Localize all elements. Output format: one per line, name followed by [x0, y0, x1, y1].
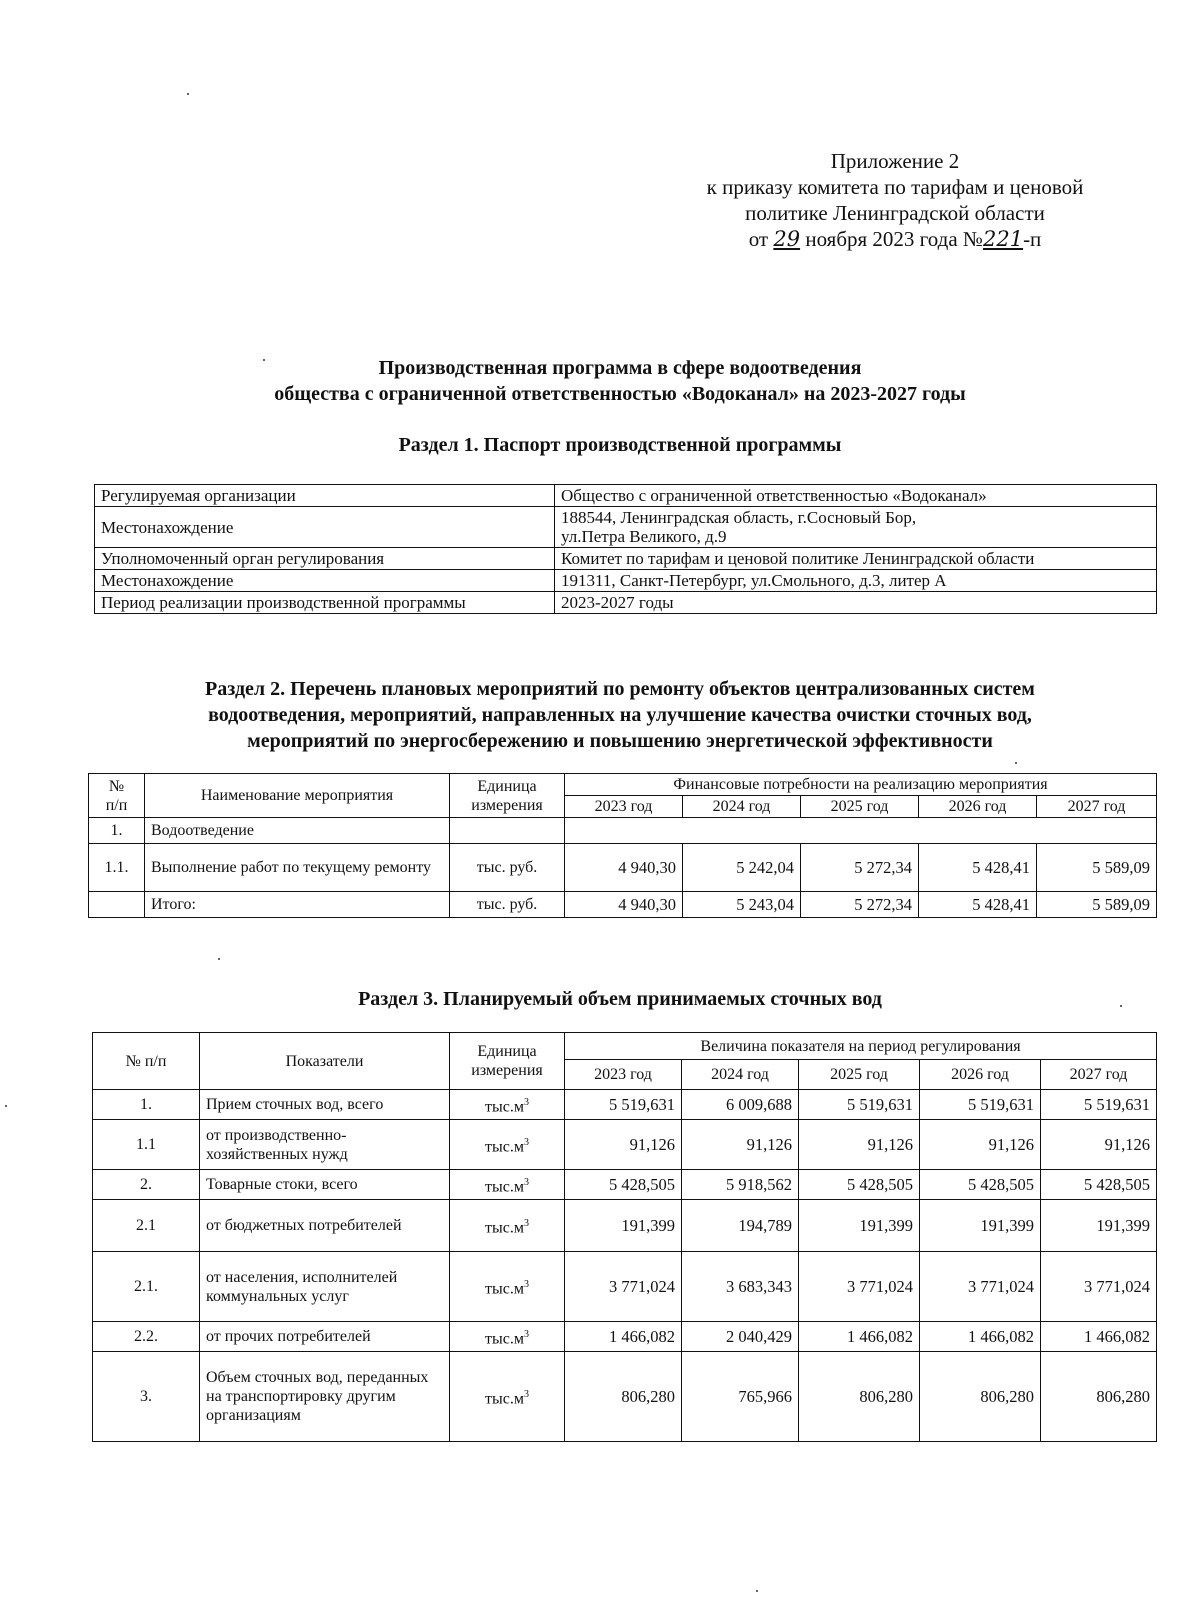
column-header-unit-line-1: Единица [477, 1043, 537, 1060]
row-indicator: Товарные стоки, всего [200, 1170, 450, 1200]
column-header-value: Величина показателя на период регулирования [565, 1033, 1157, 1060]
column-header-year: 2024 год [683, 796, 801, 818]
column-header-year: 2027 год [1037, 796, 1157, 818]
column-header-unit-line-2: измерения [471, 796, 543, 814]
column-header-unit [450, 1033, 565, 1090]
row-number [89, 892, 145, 918]
column-header-financing: Финансовые потребности на реализацию мероприятия [565, 774, 1157, 796]
row-number: 2.1 [93, 1200, 200, 1252]
unit-exponent: 3 [523, 1328, 529, 1340]
table-row [93, 1322, 1157, 1352]
column-header-year: 2025 год [799, 1060, 920, 1090]
row-value: 5 428,41 [919, 844, 1037, 892]
row-value: 91,126 [682, 1120, 799, 1170]
column-header-year: 2026 год [919, 796, 1037, 818]
date-prefix: от [748, 227, 769, 251]
passport-label: Уполномоченный орган регулирования [95, 548, 555, 570]
row-unit [450, 1252, 565, 1322]
row-value: 3 771,024 [920, 1252, 1041, 1322]
section2-heading-line-2: водоотведения, мероприятий, направленных на улучшение качества очистки сточных вод, [208, 704, 1032, 726]
passport-label: Местонахождение [95, 570, 555, 592]
row-number: 1.1. [89, 844, 145, 892]
date-middle: ноября 2023 года № [805, 227, 983, 251]
row-value: 806,280 [1041, 1352, 1157, 1442]
scan-speck [756, 1590, 758, 1592]
column-header-year: 2026 год [920, 1060, 1041, 1090]
row-unit [450, 1170, 565, 1200]
row-value: 91,126 [920, 1120, 1041, 1170]
scan-speck [1015, 762, 1017, 764]
row-value: 3 771,024 [799, 1252, 920, 1322]
row-number: 1. [89, 818, 145, 844]
row-value: 5 519,631 [799, 1090, 920, 1120]
events-table [88, 773, 1157, 918]
column-header-year: 2023 год [565, 1060, 682, 1090]
section2-heading [100, 676, 1140, 754]
table-row [95, 592, 1157, 614]
row-number: 3. [93, 1352, 200, 1442]
table-row [95, 548, 1157, 570]
appendix-header [660, 148, 1130, 252]
column-header-unit [450, 774, 565, 818]
row-value: 806,280 [920, 1352, 1041, 1442]
row-unit: тыс. руб. [450, 892, 565, 918]
column-header-number [89, 774, 145, 818]
row-value: 5 428,41 [919, 892, 1037, 918]
scan-speck [218, 958, 220, 960]
table-row [95, 485, 1157, 507]
unit-exponent: 3 [523, 1096, 529, 1108]
document-title [100, 355, 1140, 407]
scan-speck [187, 93, 189, 95]
document-title-line-1: Производственная программа в сфере водоотведения [378, 357, 862, 379]
column-header-year: 2023 год [565, 796, 683, 818]
table-row [93, 1120, 1157, 1170]
row-value: 5 242,04 [683, 844, 801, 892]
column-header-year: 2024 год [682, 1060, 799, 1090]
document-title-line-2: общества с ограниченной ответственностью «Водоканал» на 2023-2027 годы [274, 383, 966, 405]
row-name: Водоотведение [145, 818, 450, 844]
row-unit [450, 818, 565, 844]
unit-exponent: 3 [523, 1278, 529, 1290]
row-number: 2.2. [93, 1322, 200, 1352]
row-indicator: от населения, исполнителей коммунальных услуг [200, 1252, 450, 1322]
unit-exponent: 3 [523, 1388, 529, 1400]
column-header-number-line-2: п/п [105, 796, 128, 814]
unit-base: тыс.м [485, 1178, 524, 1196]
table-row [89, 818, 1157, 844]
row-unit: тыс. руб. [450, 844, 565, 892]
row-number: 1.1 [93, 1120, 200, 1170]
passport-value: Комитет по тарифам и ценовой политике Ленинградской области [555, 548, 1157, 570]
section2-heading-line-1: Раздел 2. Перечень плановых мероприятий по ремонту объектов централизованных систем [205, 678, 1035, 700]
appendix-date-line [660, 226, 1130, 252]
passport-table [94, 484, 1157, 614]
passport-label: Регулируемая организации [95, 485, 555, 507]
row-value: 91,126 [799, 1120, 920, 1170]
row-value: 5 428,505 [1041, 1170, 1157, 1200]
row-unit [450, 1352, 565, 1442]
passport-value: 2023-2027 годы [555, 592, 1157, 614]
passport-value: 191311, Санкт-Петербург, ул.Смольного, д.3, литер А [555, 570, 1157, 592]
row-indicator: от производственно-хозяйственных нужд [200, 1120, 450, 1170]
row-value: 6 009,688 [682, 1090, 799, 1120]
row-unit [450, 1090, 565, 1120]
scan-speck [263, 359, 265, 361]
passport-value-line-2: ул.Петра Великого, д.9 [561, 527, 727, 546]
row-value: 191,399 [799, 1200, 920, 1252]
table-header-row [93, 1033, 1157, 1060]
passport-value: Общество с ограниченной ответственностью «Водоканал» [555, 485, 1157, 507]
row-value: 5 428,505 [565, 1170, 682, 1200]
row-indicator: Объем сточных вод, переданных на транспортировку другим организациям [200, 1352, 450, 1442]
passport-label: Местонахождение [95, 507, 555, 548]
row-value: 91,126 [1041, 1120, 1157, 1170]
unit-base: тыс.м [485, 1280, 524, 1298]
row-number: 2. [93, 1170, 200, 1200]
table-row [95, 507, 1157, 548]
table-header-row [89, 774, 1157, 796]
appendix-line-1: Приложение 2 [830, 149, 960, 173]
row-indicator: от бюджетных потребителей [200, 1200, 450, 1252]
scan-speck [1120, 1005, 1122, 1007]
row-unit [450, 1322, 565, 1352]
section1-heading: Раздел 1. Паспорт производственной программы [398, 434, 842, 456]
table-row-total [89, 892, 1157, 918]
table-row [93, 1200, 1157, 1252]
row-value: 5 519,631 [565, 1090, 682, 1120]
row-value: 1 466,082 [565, 1322, 682, 1352]
row-value: 4 940,30 [565, 892, 683, 918]
table-row [93, 1170, 1157, 1200]
table-row [93, 1090, 1157, 1120]
section2-heading-line-3: мероприятий по энергосбережению и повышению энергетической эффективности [247, 730, 993, 752]
row-value: 191,399 [920, 1200, 1041, 1252]
row-value: 4 940,30 [565, 844, 683, 892]
row-value: 191,399 [1041, 1200, 1157, 1252]
row-value: 3 771,024 [565, 1252, 682, 1322]
row-number: 2.1. [93, 1252, 200, 1322]
passport-value [555, 507, 1157, 548]
row-indicator: Прием сточных вод, всего [200, 1090, 450, 1120]
table-row [93, 1352, 1157, 1442]
row-unit [450, 1200, 565, 1252]
row-value: 91,126 [565, 1120, 682, 1170]
unit-base: тыс.м [485, 1219, 524, 1237]
row-value: 3 683,343 [682, 1252, 799, 1322]
row-name: Итого: [145, 892, 450, 918]
row-value: 194,789 [682, 1200, 799, 1252]
row-value: 2 040,429 [682, 1322, 799, 1352]
unit-exponent: 3 [523, 1136, 529, 1148]
row-value: 1 466,082 [920, 1322, 1041, 1352]
row-value: 5 918,562 [682, 1170, 799, 1200]
handwritten-order-number: 221 [982, 227, 1024, 251]
column-header-indicator: Показатели [200, 1033, 450, 1090]
section3-heading: Раздел 3. Планируемый объем принимаемых сточных вод [358, 988, 882, 1010]
order-number-suffix: -п [1023, 227, 1042, 251]
unit-base: тыс.м [485, 1330, 524, 1348]
row-value: 5 428,505 [920, 1170, 1041, 1200]
row-value: 5 519,631 [1041, 1090, 1157, 1120]
column-header-year: 2027 год [1041, 1060, 1157, 1090]
row-indicator: от прочих потребителей [200, 1322, 450, 1352]
row-value: 5 272,34 [801, 892, 919, 918]
unit-base: тыс.м [485, 1098, 524, 1116]
table-row [95, 570, 1157, 592]
row-value: 5 519,631 [920, 1090, 1041, 1120]
volume-table [92, 1032, 1157, 1442]
handwritten-day: 29 [773, 227, 801, 251]
row-empty [565, 818, 1157, 844]
row-value: 5 243,04 [683, 892, 801, 918]
unit-exponent: 3 [523, 1176, 529, 1188]
row-number: 1. [93, 1090, 200, 1120]
appendix-line-3: политике Ленинградской области [745, 201, 1045, 225]
column-header-unit-line-2: измерения [471, 1062, 543, 1079]
table-row [89, 844, 1157, 892]
row-value: 1 466,082 [1041, 1322, 1157, 1352]
row-value: 3 771,024 [1041, 1252, 1157, 1322]
row-value: 1 466,082 [799, 1322, 920, 1352]
unit-base: тыс.м [485, 1138, 524, 1156]
appendix-line-2: к приказу комитета по тарифам и ценовой [706, 175, 1084, 199]
unit-base: тыс.м [485, 1390, 524, 1408]
column-header-number-line-1: № [108, 777, 125, 795]
row-value: 5 428,505 [799, 1170, 920, 1200]
passport-value-line-1: 188544, Ленинградская область, г.Сосновый Бор, [561, 508, 917, 527]
row-value: 765,966 [682, 1352, 799, 1442]
unit-exponent: 3 [523, 1217, 529, 1229]
row-value: 5 589,09 [1037, 892, 1157, 918]
column-header-number: № п/п [93, 1033, 200, 1090]
column-header-unit-line-1: Единица [477, 777, 537, 795]
scan-speck [5, 1105, 7, 1107]
row-value: 5 272,34 [801, 844, 919, 892]
column-header-name: Наименование мероприятия [145, 774, 450, 818]
table-row [93, 1252, 1157, 1322]
row-value: 5 589,09 [1037, 844, 1157, 892]
row-value: 806,280 [565, 1352, 682, 1442]
row-name: Выполнение работ по текущему ремонту [145, 844, 450, 892]
column-header-year: 2025 год [801, 796, 919, 818]
row-unit [450, 1120, 565, 1170]
row-value: 191,399 [565, 1200, 682, 1252]
row-value: 806,280 [799, 1352, 920, 1442]
passport-label: Период реализации производственной программы [95, 592, 555, 614]
